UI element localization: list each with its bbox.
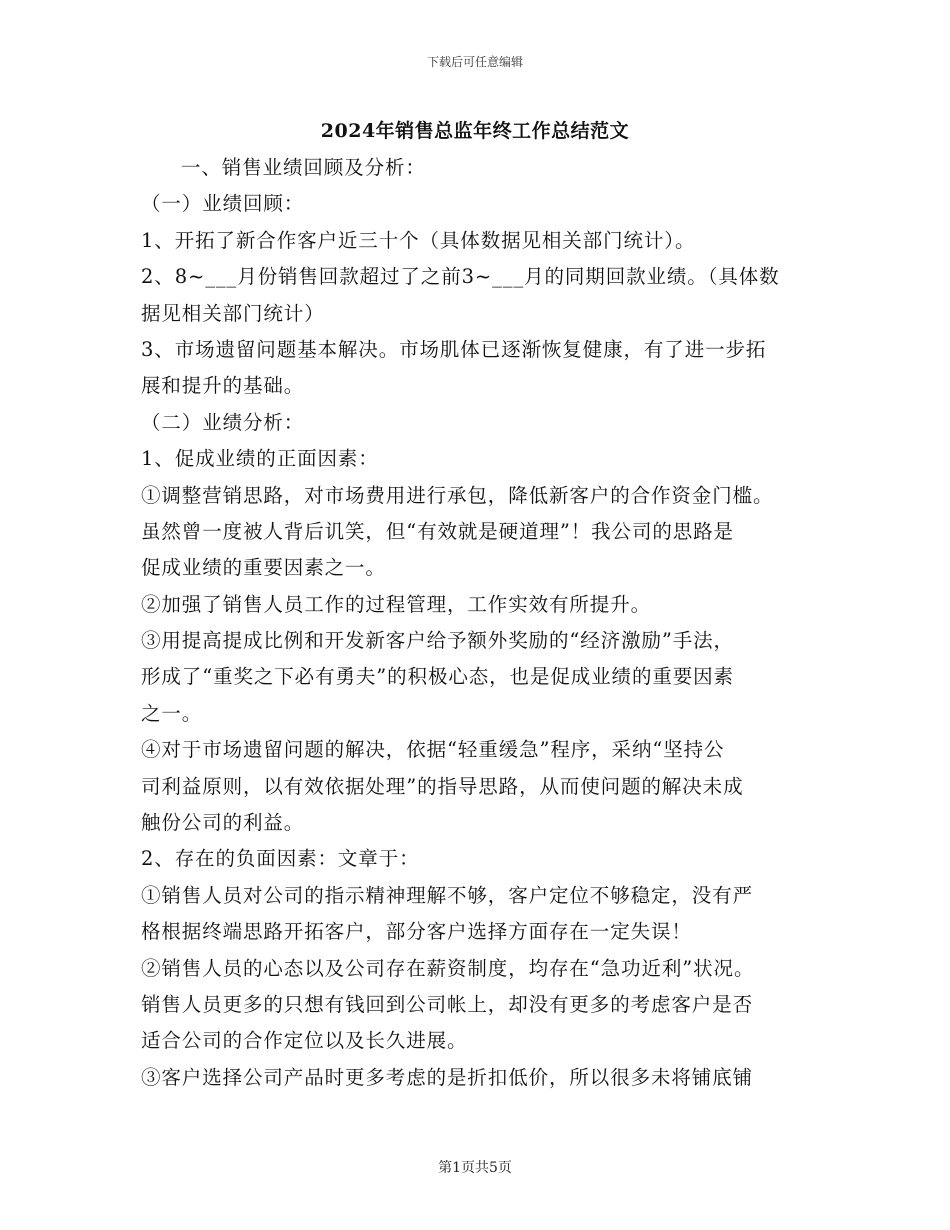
paragraph-line: 1、促成业绩的正面因素： xyxy=(141,447,379,471)
paragraph-line: 2、存在的负面因素：文章于： xyxy=(141,847,420,871)
paragraph-line: 司利益原则，以有效依据处理”的指导思路，从而使问题的解决未成 xyxy=(141,774,744,798)
paragraph-line: 适合公司的合作定位以及长久进展。 xyxy=(141,1029,468,1053)
paragraph-line: ③用提高提成比例和开发新客户给予额外奖励的“经济激励”手法， xyxy=(141,629,734,653)
paragraph-line: 之一。 xyxy=(141,701,203,725)
page-header-note: 下载后可任意编辑 xyxy=(426,55,523,69)
paragraph-line: 销售人员更多的只想有钱回到公司帐上，却没有更多的考虑客户是否 xyxy=(141,992,754,1016)
paragraph-line: ①调整营销思路，对市场费用进行承包，降低新客户的合作资金门槛。 xyxy=(141,483,774,507)
paragraph-line: ①销售人员对公司的指示精神理解不够，客户定位不够稳定，没有严 xyxy=(141,883,754,907)
paragraph-line: ②加强了销售人员工作的过程管理，工作实效有所提升。 xyxy=(141,592,652,616)
paragraph-line: 展和提升的基础。 xyxy=(141,374,305,398)
paragraph-line: 形成了“重奖之下必有勇夫”的积极心态，也是促成业绩的重要因素 xyxy=(141,665,734,689)
paragraph-line: 触份公司的利益。 xyxy=(141,811,305,835)
paragraph-line: 2、8~___月份销售回款超过了之前3~___月的同期回款业绩。（具体数 xyxy=(141,265,780,289)
paragraph-line: 3、市场遗留问题基本解决。市场肌体已逐渐恢复健康，有了进一步拓 xyxy=(141,337,767,361)
paragraph-line: ③客户选择公司产品时更多考虑的是折扣低价，所以很多未将铺底铺 xyxy=(141,1065,754,1089)
subsection-heading: （二）业绩分析： xyxy=(141,410,305,434)
document-body xyxy=(141,150,813,1096)
paragraph-line: ④对于市场遗留问题的解决，依据“轻重缓急”程序，采纳“坚持公 xyxy=(141,738,725,762)
paragraph-line: 格根据终端思路开拓客户，部分客户选择方面存在一定失误！ xyxy=(141,920,692,944)
document-title: 2024年销售总监年终工作总结范文 xyxy=(320,120,630,142)
paragraph-line: 据见相关部门统计） xyxy=(141,301,325,325)
paragraph-line: 促成业绩的重要因素之一。 xyxy=(141,556,386,580)
subsection-heading: （一）业绩回顾： xyxy=(141,192,305,216)
paragraph-line: 虽然曾一度被人背后讥笑，但“有效就是硬道理”！我公司的思路是 xyxy=(141,519,734,543)
paragraph-line: 1、开拓了新合作客户近三十个（具体数据见相关部门统计）。 xyxy=(141,228,696,252)
paragraph-line: ②销售人员的心态以及公司存在薪资制度，均存在“急功近利”状况。 xyxy=(141,956,755,980)
page-number: 第1页共5页 xyxy=(438,1160,512,1176)
section-heading: 一、销售业绩回顾及分析： xyxy=(181,156,426,179)
